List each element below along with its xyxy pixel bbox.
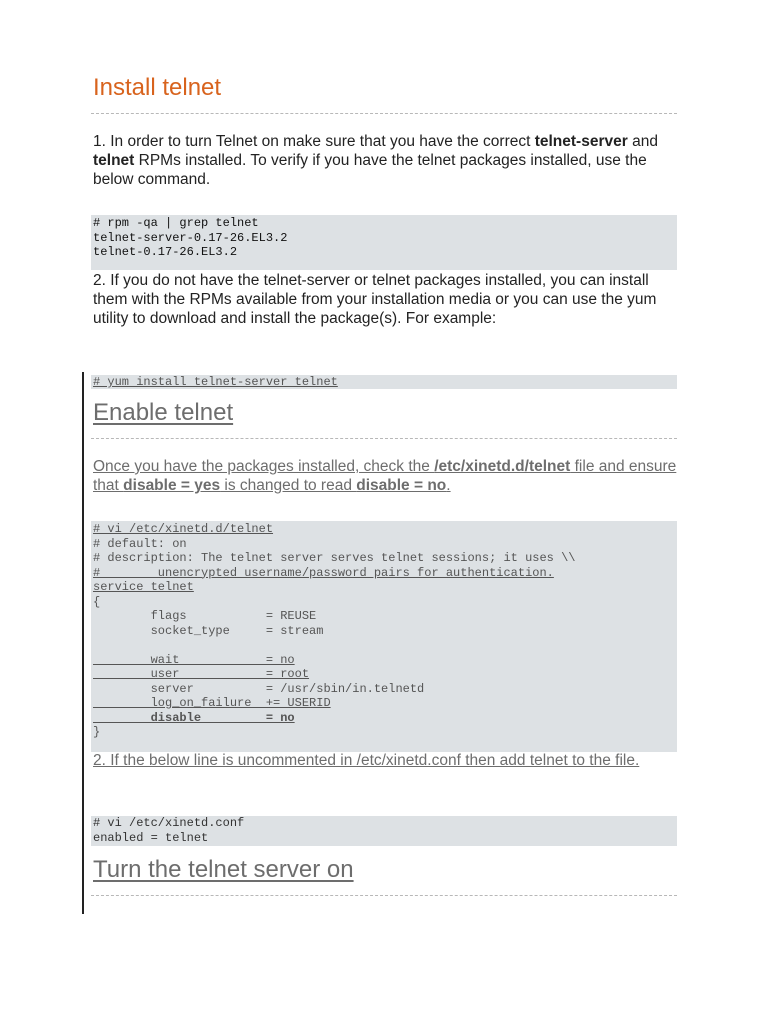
bold-telnet: telnet xyxy=(93,152,135,169)
code-line: server = /usr/sbin/in.telnetd xyxy=(93,681,425,696)
enable-paragraph-2: 2. If the below line is uncommented in /etc/xinetd.conf then add telnet to the file. xyxy=(93,752,640,769)
text-run: 1. In order to turn Telnet on make sure that you have the correct xyxy=(93,133,535,150)
code-line: # default: on xyxy=(93,536,187,551)
code-line: # vi /etc/xinetd.d/telnet xyxy=(93,522,274,536)
heading-install-telnet: Install telnet xyxy=(93,74,222,101)
code-line: telnet-server-0.17-26.EL3.2 xyxy=(93,230,288,245)
code-line: wait = no xyxy=(93,652,295,667)
code-line: # vi /etc/xinetd.conf xyxy=(93,816,245,830)
text-run: and xyxy=(627,133,658,150)
heading-divider xyxy=(91,113,677,114)
text-run: . xyxy=(446,477,451,494)
code-line: # rpm -qa | grep telnet xyxy=(93,216,259,230)
change-bar xyxy=(82,372,84,914)
heading-divider xyxy=(91,438,677,439)
code-block-xinetd-telnet xyxy=(91,521,677,752)
heading-turn-telnet-on: Turn the telnet server on xyxy=(93,856,354,883)
text-run: is changed to read xyxy=(220,477,357,494)
code-line: } xyxy=(93,725,101,739)
install-paragraph-2: 2. If you do not have the telnet-server or telnet packages installed, you can install them with the RPMs available from your installation media or you can use the yum utility to download and install the package(s). For example: xyxy=(93,272,657,327)
code-line: # unencrypted username/password pairs for authentication. xyxy=(93,565,554,580)
code-line: # description: The telnet server serves telnet sessions; it uses \\ xyxy=(93,551,576,565)
bold-disable-yes: disable = yes xyxy=(123,477,221,494)
text-run: Once you have the packages installed, check the xyxy=(93,458,435,475)
code-line: socket_type = stream xyxy=(93,623,324,638)
code-block-rpm-query xyxy=(91,215,677,270)
code-block-yum xyxy=(91,375,677,389)
code-line: disable = no xyxy=(93,710,295,725)
code-line: service telnet xyxy=(93,580,194,594)
bold-path: /etc/xinetd.d/telnet xyxy=(434,458,571,475)
code-line: log_on_failure += USERID xyxy=(93,696,331,710)
text-run: RPMs installed. To verify if you have the telnet packages installed, use the below command. xyxy=(93,152,647,188)
code-line: telnet-0.17-26.EL3.2 xyxy=(93,245,238,259)
install-paragraph-1 xyxy=(93,132,679,189)
code-line: enabled = telnet xyxy=(93,830,209,845)
code-line: { xyxy=(93,594,101,609)
enable-paragraph-1 xyxy=(93,457,679,495)
code-block-xinetd-conf xyxy=(91,816,677,846)
bold-telnet-server: telnet-server xyxy=(534,133,628,150)
code-line: flags = REUSE xyxy=(93,609,317,623)
text-run: file and ensure that xyxy=(93,458,677,494)
code-line: # yum install telnet-server telnet xyxy=(93,375,338,389)
heading-divider xyxy=(91,895,677,896)
code-line: user = root xyxy=(93,667,310,681)
bold-disable-no: disable = no xyxy=(356,477,447,494)
heading-enable-telnet: Enable telnet xyxy=(93,399,234,426)
code-line xyxy=(93,638,675,653)
